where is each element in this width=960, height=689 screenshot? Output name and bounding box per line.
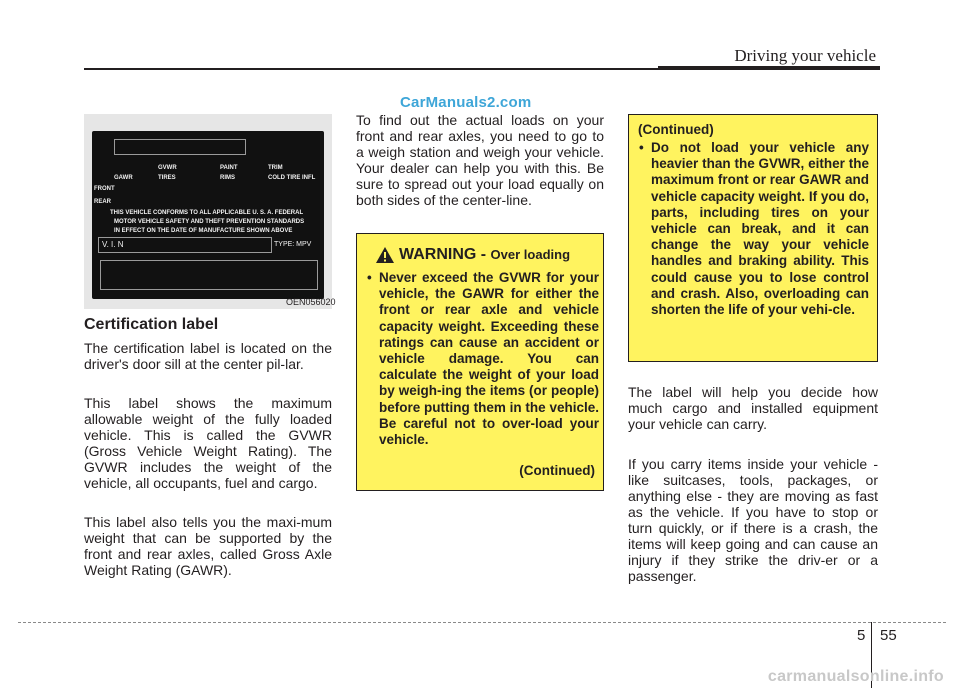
warning-title-main: WARNING - — [399, 246, 491, 263]
plate-trim: TRIM — [268, 165, 283, 171]
warning-title — [399, 246, 570, 264]
plate-paint: PAINT — [220, 165, 238, 171]
plate-rear: REAR — [94, 199, 112, 205]
warning-body — [367, 270, 599, 448]
plate-conform-line-3: IN EFFECT ON THE DATE OF MANUFACTURE SHOWN ABOVE — [114, 228, 293, 234]
paragraph-gawr: This label also tells you the maxi-mum weight that can be supported by the front and rear axles, called Gross Axle Weight Rating (GAWR). — [84, 514, 332, 578]
warning-continued: (Continued) — [519, 463, 595, 478]
watermark-top: CarManuals2.com — [400, 94, 532, 111]
chapter-number: 5 — [857, 627, 866, 644]
plate-top-box — [114, 139, 246, 155]
paragraph-label-location: The certification label is located on the driver's door sill at the center pil-lar. — [84, 340, 332, 372]
plate-conform-line-2: MOTOR VEHICLE SAFETY AND THEFT PREVENTION STANDARDS — [114, 219, 305, 225]
plate-vin: V. I. N — [102, 240, 124, 249]
plate-cold-tire-infl: COLD TIRE INFL — [268, 175, 316, 181]
continued-text: Do not load your vehicle any heavier than the GVWR, either the maximum front or rear GAWR and vehicle capacity weight. If you do, parts, including tires on your vehicle can break, and it can change the way your vehicle handles and braking ability. This could cause you to lose control and crash. Also, overloading can shorten the life of your vehi-cle. — [651, 140, 869, 318]
plate-gvwr: GVWR — [158, 165, 177, 171]
continued-body — [639, 140, 869, 318]
continued-bullet: • — [639, 140, 644, 155]
section-title: Driving your vehicle — [734, 46, 876, 65]
paragraph-carry-items: If you carry items inside your vehicle - like suitcases, tools, packages, or anything else - they are moving as fast as the vehicle. If you have to stop or turn quickly, or if there is a crash, the items will keep going and can cause an injury if they strike the driv-er or a passenger. — [628, 456, 878, 584]
plate-bottom-box — [100, 260, 318, 290]
paragraph-label-help: The label will help you decide how much cargo and installed equipment your vehicle can carry. — [628, 384, 878, 432]
certification-label-heading: Certification label — [84, 316, 219, 333]
header-rule-accent — [658, 66, 880, 70]
plate-conform-line-1: THIS VEHICLE CONFORMS TO ALL APPLICABLE U. S. A. FEDERAL — [110, 210, 304, 216]
figure-caption: OEN056020 — [286, 297, 336, 307]
plate-front: FRONT — [94, 186, 115, 192]
warning-box — [356, 233, 604, 491]
label-plate — [92, 131, 324, 299]
footer-dashed-line — [18, 622, 946, 623]
certification-label-figure — [84, 114, 332, 309]
watermark-bottom: carmanualsonline.info — [767, 668, 944, 685]
page-number: 55 — [880, 627, 897, 644]
warning-triangle-icon — [375, 246, 395, 264]
continued-warning-box — [628, 114, 878, 362]
plate-type: TYPE: MPV — [274, 241, 312, 248]
continued-title: (Continued) — [638, 122, 714, 137]
warning-text: Never exceed the GVWR for your vehicle, the GAWR for either the front or rear axle and vehicle capacity weight. Exceeding these ratings can cause an accident or vehicle damage. You can calculate the weight of your load by weigh-ing the items (or people) before putting them in the vehicle. Be careful not to over-load your vehicle. — [379, 270, 599, 448]
plate-vin-box — [98, 237, 272, 253]
paragraph-gvwr: This label shows the maximum allowable weight of the fully loaded vehicle. This is called the GVWR (Gross Vehicle Weight Rating). The GVWR includes the weight of the vehicle, all occupants, fuel and cargo. — [84, 395, 332, 491]
paragraph-weigh-station: To find out the actual loads on your front and rear axles, you need to go to a weigh station and weigh your vehicle. Your dealer can help you with this. Be sure to spread out your load equally on both sides of the center-line. — [356, 112, 604, 208]
plate-gawr: GAWR — [114, 175, 133, 181]
warning-bullet: • — [367, 270, 372, 285]
plate-rims: RIMS — [220, 175, 235, 181]
warning-subtitle: Over loading — [490, 247, 571, 262]
plate-tires: TIRES — [158, 175, 176, 181]
